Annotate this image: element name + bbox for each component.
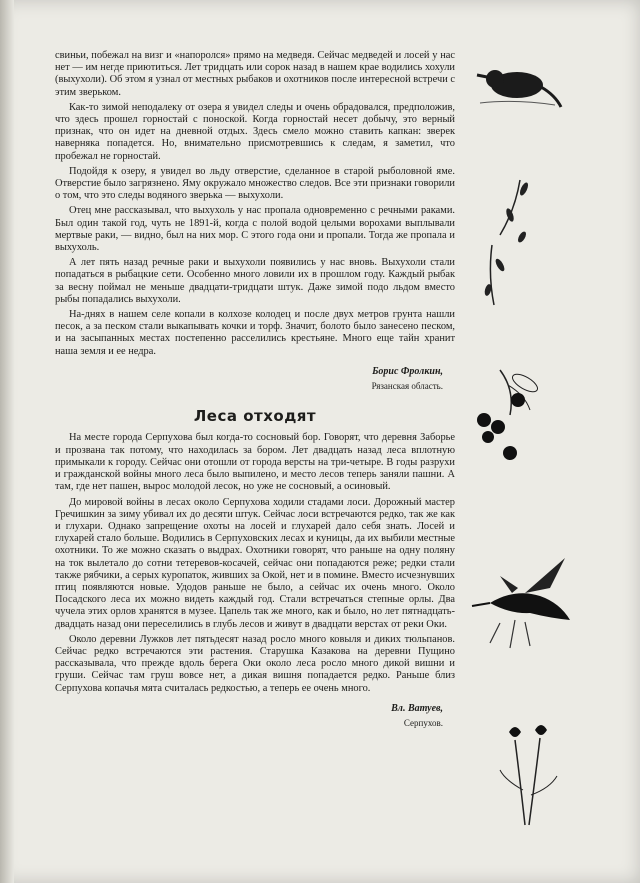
article-title: Леса отходят [193, 407, 317, 426]
paragraph: А лет пять назад речные раки и выхухоли появились у нас вновь. Выхухоли стали попадаться в рыбацкие сети. Особенно много ловили их в прошлом году. Каждый рыбак за весну поймал не меньше двадцати-тридцати штук. Даже зимой подо льдом вместо рыбы попадались выхухоли. [55, 257, 455, 305]
article-forests [55, 407, 455, 729]
paragraph: На месте города Серпухова был когда-то сосновый бор. Говорят, что деревня Заборье и прозвана так потому, что находилась за бором. Лет двадцать назад леса вплотную примыкали к городу. Сейчас они отошли от города версты на три-четыре. В годы разрухи и гражданской войны много леса было выпилено, и место лесов теперь заняли пашни. А там, где нет пашен, вырос молодой лесок, но уже не сосновый, а осиновый. [55, 432, 455, 493]
paragraph: Около деревни Лужков лет пятьдесят назад росло много ковыля и диких тюльпанов. Сейчас редко встречаются эти растения. Старушка Казакова на деревни Пущино рассказывала, что прежде вдоль берега Оки около леса росло много дикой вишни и груши. Сейчас там груш вовсе нет, а дикая вишня попадается редко. Раньше близ Серпухова копачья мята считалась редкостью, а теперь ее очень много. [55, 633, 455, 694]
page-spine-shadow [0, 0, 14, 883]
paragraph: Как-то зимой неподалеку от озера я увидел следы и очень обрадовался, предположив, что здесь прошел горностай с поноской. Когда горностай несет добычу, это верный признак, что он идет на дневной отдых. Здесь смело можно ставить капкан: зверек наверняка попадется. Но, внимательно присмотревшись к следам, я заметил, что пробежал не горностай. [55, 101, 455, 162]
paragraph: На-днях в нашем селе копали в колхозе колодец и после двух метров грунта нашли песок, а за песком стали выкапывать кочки и торф. Значит, болото было занесено песком, и на засыпанных местах постепенно расселились крестьяне. Много еще тайн хранит наша земля и ее недра. [55, 309, 455, 357]
author-place: Серпухов. [403, 717, 443, 728]
paragraph: Подойдя к озеру, я увидел во льду отверстие, сделанное в старой рыболовной яме. Отверстие было загрязнено. Яму окружало множество следов. Все эти признаки говорили о том, что это следы водяного зверька — выхухоли. [55, 165, 455, 202]
text-column [55, 50, 455, 729]
author-signature: Вл. Ватуев, [391, 702, 443, 714]
author-place: Рязанская область. [371, 381, 443, 392]
falling-leaves-illustration [480, 175, 540, 315]
paragraph: До мировой войны в лесах около Серпухова ходили стадами лоси. Дорожный мастер Гречишкин за зиму убивал их до десяти штук. Сейчас лоси встречаются редко, так же как и глухари. Однако запрещение охоты на лосей и глухарей дало себя знать. Лосей и глухарей стало больше. Водились в Серпуховских лесах и куницы, да их выбили местные охотники. То же можно сказать о выдрах. Охотники говорят, что раньше на одну поляну на ток вылетало до сотни тетеревов-косачей, сейчас они попадаются реже; редки стали также рябчики, а серых куропаток, живших за Окой, нет и в помине. Вместо исчезнувших птиц появляются новые. Удодов раньше не было, а сейчас их очень много. Около Посадского леса их можно видеть каждый год. Стали встречаться степные орлы. Два чучела этих орлов хранятся в музее. Цапель так же много, как и было, но лет пятнадцать-двадцать назад они переселились в глубь лесов и живут в двадцати верстах от реки Оки. [55, 496, 455, 630]
paragraph: Отец мне рассказывал, что выхухоль у нас пропала одновременно с речными раками. Был один такой год, чуть не 1891-й, когда с полой водой целыми ворохами выплывали мертвые раки, — видно, был на них мор. С этого года они и пропали. Тогда же пропала и выхухоль. [55, 205, 455, 254]
author-signature: Борис Фролкин, [372, 365, 443, 377]
tulip-flowers-illustration [495, 720, 565, 830]
paragraph: свиньи, побежал на визг и «напоролся» прямо на медведя. Сейчас медведей и лосей у нас нет — им негде приютиться. Лет тридцать или сорок назад в нашем крае водились хохули (выхухоли). Об этом я узнал от местных рыбаков и охотников после интересной встречи с этим зверьком. [55, 50, 455, 98]
cherries-illustration [470, 365, 550, 465]
muskrat-illustration [475, 55, 565, 115]
article-muskrat [55, 50, 455, 392]
hoopoe-bird-illustration [470, 548, 580, 658]
